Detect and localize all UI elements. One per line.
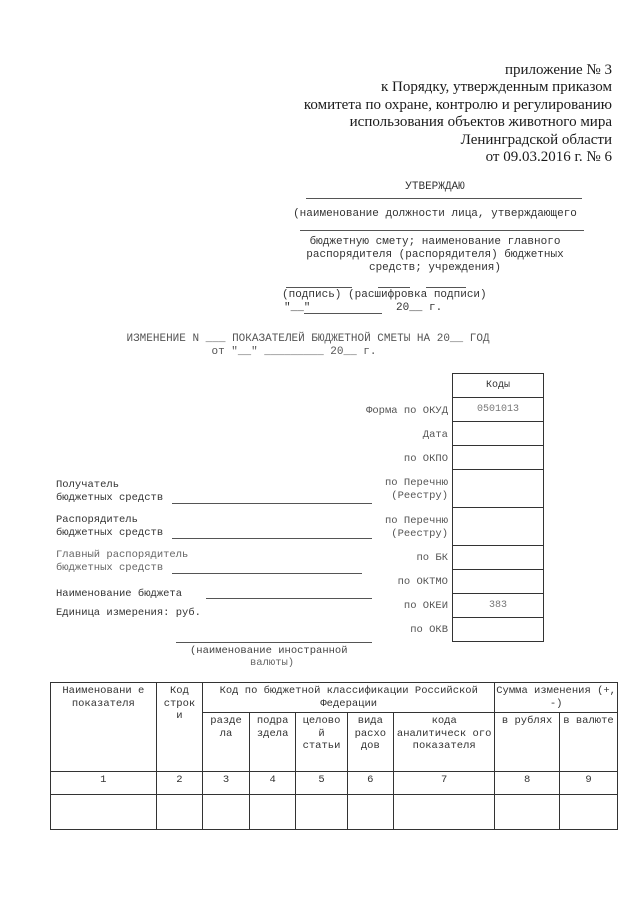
appendix-line: от 09.03.2016 г. № 6 <box>485 149 612 166</box>
label-bk: по БК <box>416 552 448 564</box>
col-number: 7 <box>394 772 495 795</box>
date-code-cell <box>453 421 543 445</box>
table-cell[interactable] <box>560 795 618 830</box>
document-date: от "__" _________ 20__ г. <box>211 346 377 358</box>
chief-label-2: бюджетных средств <box>56 562 164 574</box>
approver-line <box>306 198 582 199</box>
oktmo-code-cell <box>453 569 543 593</box>
sub-currency-header: в валюте <box>560 713 618 772</box>
appendix-line: приложение № 3 <box>504 62 612 78</box>
col-number: 1 <box>51 772 157 795</box>
appendix-line: к Порядку, утвержденным приказом <box>380 79 612 96</box>
label-okpo: по ОКПО <box>403 453 448 465</box>
okei-code-cell: 383 <box>453 593 543 617</box>
col-number: 6 <box>347 772 394 795</box>
table-cell[interactable] <box>156 795 203 830</box>
chief-label: Главный распорядитель <box>56 549 189 561</box>
role-caption: (наименование должности лица, утверждающего <box>293 208 577 220</box>
document-title: ИЗМЕНЕНИЕ N ___ ПОКАЗАТЕЛЕЙ БЮДЖЕТНОЙ СМЕТЫ НА 20__ ГОД <box>126 333 490 345</box>
col-sum-group-header: Сумма изменения (+, -) <box>495 683 618 713</box>
col-number: 2 <box>156 772 203 795</box>
label-list1-registry: (Реестру) <box>391 490 448 502</box>
label-list1: по Перечню <box>384 477 448 489</box>
okv-code-cell <box>453 617 543 641</box>
okpo-code-cell <box>453 445 543 469</box>
codes-header: Коды <box>485 380 510 391</box>
approve-date-day: "__" <box>284 302 311 314</box>
manager-field[interactable] <box>172 538 372 539</box>
col-number: 3 <box>203 772 250 795</box>
label-list2: по Перечню <box>384 515 448 527</box>
label-okud: Форма по ОКУД <box>366 405 448 417</box>
list2-code-cell <box>453 507 543 545</box>
date-month-line <box>304 313 382 314</box>
role-caption: бюджетную смету; наименование главного <box>309 236 561 248</box>
label-date: Дата <box>422 429 448 441</box>
budget-label: Наименование бюджета <box>56 588 183 600</box>
list1-code-cell <box>453 469 543 507</box>
label-oktmo: по ОКТМО <box>397 576 448 588</box>
sub-subsection-header: подра здела <box>249 713 296 772</box>
manager-label-2: бюджетных средств <box>56 527 164 539</box>
signature-caption: (подпись) (расшифровка подписи) <box>282 289 487 301</box>
recipient-label: Получатель <box>56 479 120 491</box>
appendix-line: использования объектов животного мира <box>349 114 612 131</box>
table-cell[interactable] <box>394 795 495 830</box>
appendix-line: комитета по охране, контролю и регулированию <box>303 96 612 113</box>
col-number: 4 <box>249 772 296 795</box>
currency-field[interactable] <box>176 642 372 643</box>
col-name-header: Наименовани е показателя <box>51 683 157 772</box>
label-list2-registry: (Реестру) <box>391 528 448 540</box>
approve-title: УТВЕРЖДАЮ <box>405 181 465 193</box>
table-cell[interactable] <box>296 795 347 830</box>
manager-label: Распорядитель <box>56 514 138 526</box>
table-cell[interactable] <box>495 795 560 830</box>
codes-box <box>452 373 544 642</box>
appendix-header <box>304 62 612 166</box>
table-cell[interactable] <box>347 795 394 830</box>
col-number: 9 <box>560 772 618 795</box>
sub-analytic-header: кода аналитическ ого показателя <box>394 713 495 772</box>
recipient-field[interactable] <box>172 503 372 504</box>
table-cell[interactable] <box>51 795 157 830</box>
chief-field[interactable] <box>172 573 362 574</box>
appendix-line: Ленинградской области <box>460 131 612 148</box>
table-cell[interactable] <box>203 795 250 830</box>
sub-section-header: разде ла <box>203 713 250 772</box>
unit-label: Единица измерения: руб. <box>56 607 201 619</box>
sub-expense-header: вида расхо дов <box>347 713 394 772</box>
signature-line <box>426 287 466 288</box>
sub-target-header: целово й статьи <box>296 713 347 772</box>
label-okv: по ОКВ <box>410 624 448 636</box>
form-code-cell: 0501013 <box>453 397 543 421</box>
col-number: 8 <box>495 772 560 795</box>
col-number: 5 <box>296 772 347 795</box>
col-bk-group-header: Код по бюджетной классификации Российской Федерации <box>203 683 495 713</box>
currency-caption: (наименование иностранной <box>190 645 348 657</box>
approve-date-year: 20__ г. <box>396 302 443 314</box>
signature-line <box>378 287 410 288</box>
budget-field[interactable] <box>206 598 372 599</box>
recipient-label-2: бюджетных средств <box>56 492 164 504</box>
role-caption: средств; учреждения) <box>368 262 502 274</box>
col-row-code-header: Код строк и <box>156 683 203 772</box>
indicators-table <box>50 682 618 830</box>
bk-code-cell <box>453 545 543 569</box>
role-caption: распорядителя (распорядителя) бюджетных <box>306 249 564 261</box>
label-okei: по ОКЕИ <box>403 600 448 612</box>
signature-line <box>286 287 352 288</box>
sub-rub-header: в рублях <box>495 713 560 772</box>
currency-caption-2: валюты) <box>250 657 295 669</box>
table-cell[interactable] <box>249 795 296 830</box>
approver-line-2 <box>300 230 584 231</box>
